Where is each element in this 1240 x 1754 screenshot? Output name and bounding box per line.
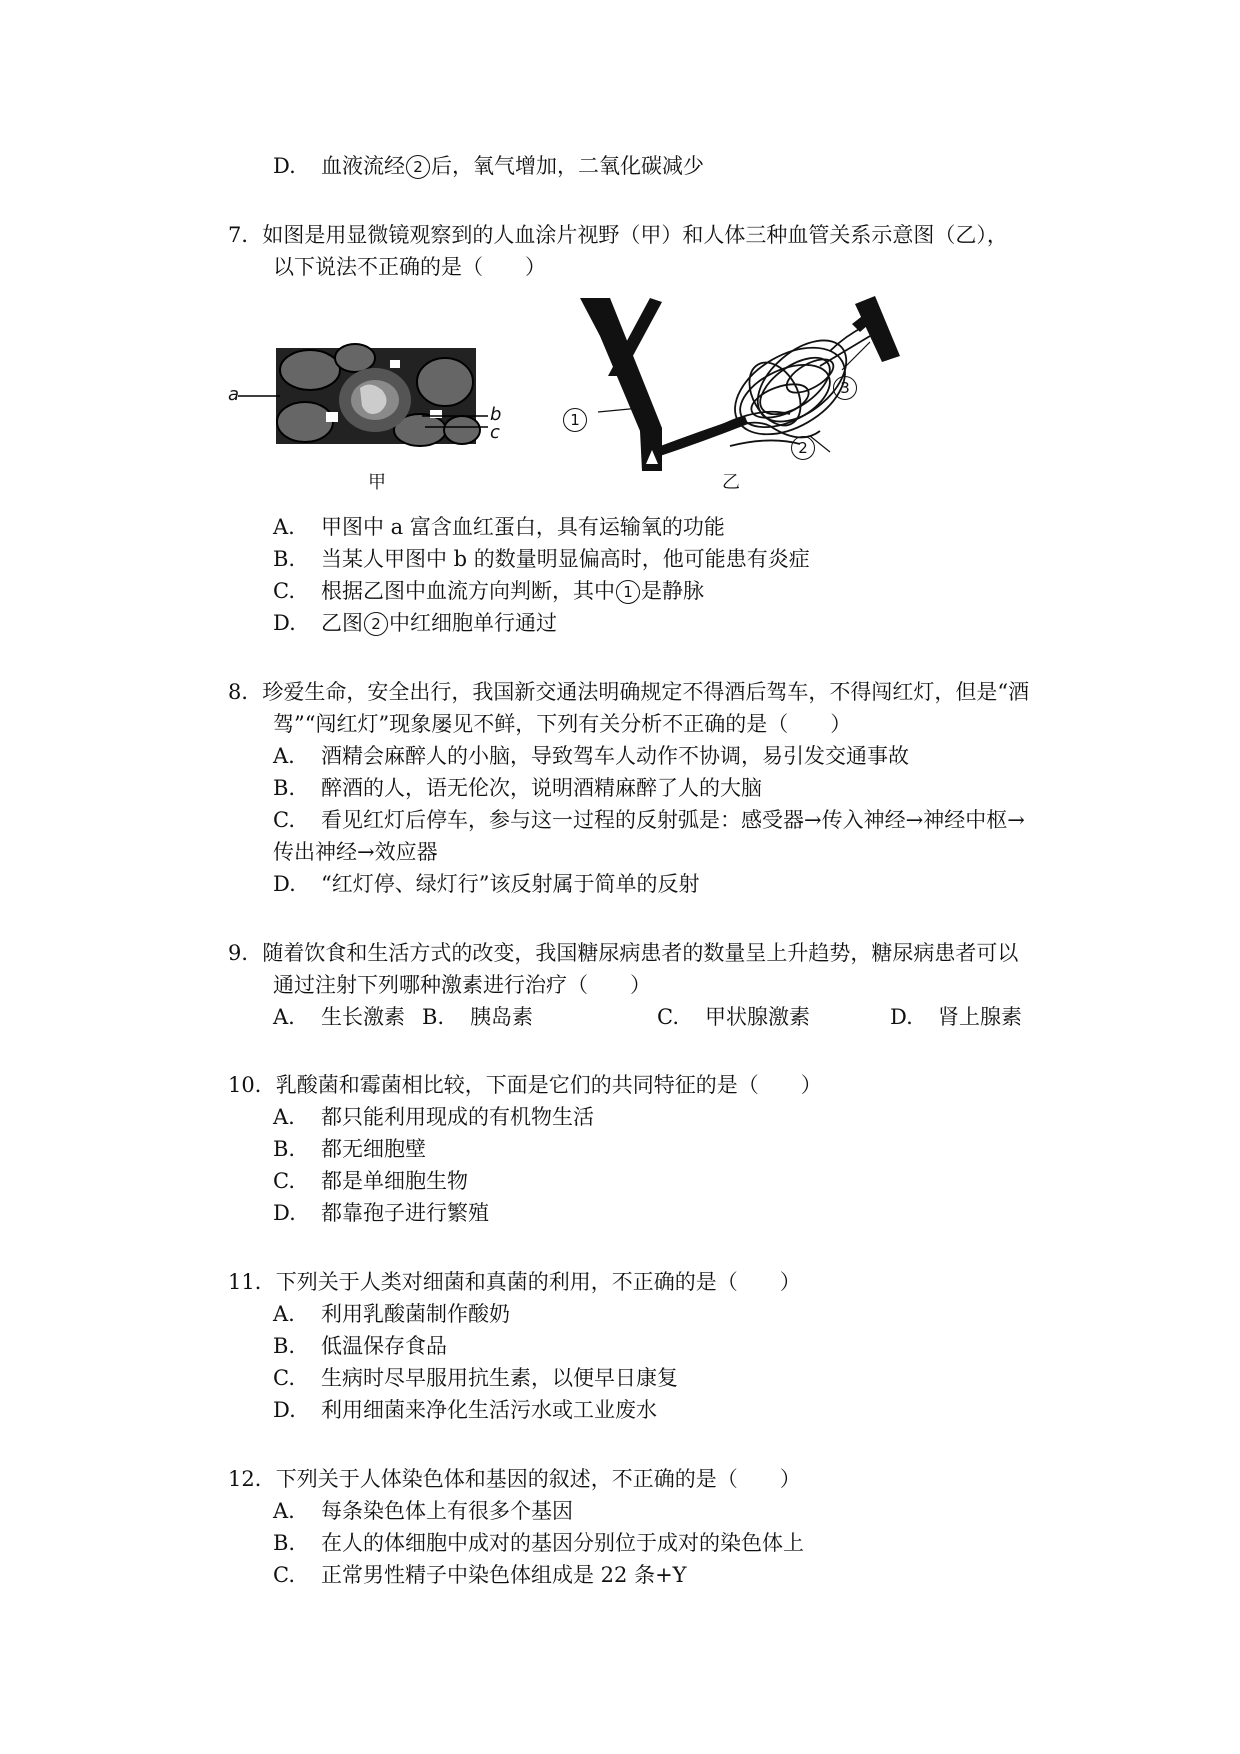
q12-option-a	[273, 1497, 573, 1525]
option-letter: B.	[273, 776, 296, 800]
option-text: 都靠孢子进行繁殖	[321, 1201, 489, 1225]
option-letter: B.	[273, 1334, 296, 1358]
option-text: 在人的体细胞中成对的基因分别位于成对的染色体上	[321, 1531, 804, 1555]
option-letter: B.	[273, 547, 296, 571]
q6-option-d	[273, 152, 704, 180]
q9-stem-line1: 9．随着饮食和生活方式的改变，我国糖尿病患者的数量呈上升趋势，糖尿病患者可以	[228, 941, 1019, 965]
option-letter: D.	[890, 1005, 913, 1029]
option-letter: A.	[273, 515, 295, 539]
option-letter: A.	[273, 1302, 295, 1326]
q8-option-a	[273, 742, 909, 770]
circled-number: 2	[406, 155, 430, 179]
option-text: 胰岛素	[470, 1005, 533, 1029]
option-letter: D.	[273, 872, 296, 896]
option-text: 正常男性精子中染色体组成是 22 条+Y	[321, 1563, 687, 1587]
option-letter: A.	[273, 1499, 295, 1523]
option-letter: B.	[273, 1531, 296, 1555]
q10-stem: 10．乳酸菌和霉菌相比较，下面是它们的共同特征的是（ ）	[228, 1073, 822, 1097]
caption-jia: 甲	[368, 472, 386, 493]
q12-option-b	[273, 1529, 804, 1557]
option-letter: D.	[273, 154, 296, 178]
option-text: 都无细胞壁	[321, 1137, 426, 1161]
q9-option-d	[890, 1003, 1022, 1031]
q9-stem-line2: 通过注射下列哪种激素进行治疗（ ）	[273, 973, 651, 997]
option-text: 根据乙图中血流方向判断，其中	[321, 579, 615, 603]
option-text: 当某人甲图中 b 的数量明显偏高时，他可能患有炎症	[321, 547, 810, 571]
circled-number: 2	[364, 612, 388, 636]
option-text: “红灯停、绿灯行”该反射属于简单的反射	[321, 872, 700, 896]
option-text: 醉酒的人，语无伦次，说明酒精麻醉了人的大脑	[321, 776, 762, 800]
q12-option-c	[273, 1561, 687, 1589]
option-text: 生长激素	[321, 1005, 405, 1029]
q9-option-c	[657, 1003, 810, 1031]
q12-stem: 12．下列关于人体染色体和基因的叙述，不正确的是（ ）	[228, 1467, 801, 1491]
option-text: 每条染色体上有很多个基因	[321, 1499, 573, 1523]
figure-blood-smear	[230, 340, 500, 480]
option-letter: D.	[273, 1398, 296, 1422]
q7-option-a	[273, 513, 725, 541]
option-text: 后，氧气增加，二氧化碳减少	[431, 154, 704, 178]
q10-option-d	[273, 1199, 489, 1227]
option-text: 血液流经	[321, 154, 405, 178]
caption-yi: 乙	[722, 472, 740, 493]
option-letter: D.	[273, 611, 296, 635]
option-letter: C.	[273, 808, 295, 832]
option-letter: C.	[273, 579, 295, 603]
option-text: 生病时尽早服用抗生素，以便早日康复	[321, 1366, 678, 1390]
q10-option-b	[273, 1135, 426, 1163]
q7-option-c	[273, 577, 704, 605]
option-text: 乙图	[321, 611, 363, 635]
q8-option-c	[273, 806, 1025, 834]
figure-blood-vessels	[570, 296, 900, 496]
option-text: 酒精会麻醉人的小脑，导致驾车人动作不协调，易引发交通事故	[321, 744, 909, 768]
option-text: 利用细菌来净化生活污水或工业废水	[321, 1398, 657, 1422]
q8-option-b	[273, 774, 762, 802]
label-vessel-3: 3	[833, 376, 857, 400]
option-text: 中红细胞单行通过	[389, 611, 557, 635]
q9-option-b	[422, 1003, 533, 1031]
option-text: 利用乳酸菌制作酸奶	[321, 1302, 510, 1326]
option-letter: C.	[657, 1005, 679, 1029]
circled-number: 1	[616, 580, 640, 604]
q11-option-a	[273, 1300, 510, 1328]
option-letter: B.	[273, 1137, 296, 1161]
q8-option-d	[273, 870, 699, 898]
q11-stem: 11．下列关于人类对细菌和真菌的利用，不正确的是（ ）	[228, 1270, 801, 1294]
option-letter: C.	[273, 1169, 295, 1193]
option-text: 甲图中 a 富含血红蛋白，具有运输氧的功能	[321, 515, 725, 539]
option-letter: A.	[273, 744, 295, 768]
q10-option-a	[273, 1103, 594, 1131]
label-b: b	[490, 404, 502, 425]
label-vessel-1: 1	[563, 408, 587, 432]
q7-stem-line1: 7．如图是用显微镜观察到的人血涂片视野（甲）和人体三种血管关系示意图（乙），	[228, 223, 1008, 247]
option-text: 肾上腺素	[938, 1005, 1022, 1029]
option-letter: A.	[273, 1005, 295, 1029]
q11-option-d	[273, 1396, 657, 1424]
option-text: 看见红灯后停车，参与这一过程的反射弧是：感受器→传入神经→神经中枢→	[321, 808, 1025, 832]
option-letter: D.	[273, 1201, 296, 1225]
option-text: 都是单细胞生物	[321, 1169, 468, 1193]
option-letter: A.	[273, 1105, 295, 1129]
option-letter: B.	[422, 1005, 445, 1029]
q7-stem-line2: 以下说法不正确的是（ ）	[273, 255, 546, 279]
q10-option-c	[273, 1167, 468, 1195]
option-letter: C.	[273, 1563, 295, 1587]
option-text: 都只能利用现成的有机物生活	[321, 1105, 594, 1129]
option-text: 甲状腺激素	[705, 1005, 810, 1029]
q7-option-d	[273, 609, 557, 637]
q9-option-a	[273, 1003, 405, 1031]
q11-option-b	[273, 1332, 447, 1360]
q11-option-c	[273, 1364, 678, 1392]
blood-smear-illustration	[230, 340, 500, 480]
q7-option-b	[273, 545, 810, 573]
label-c: c	[490, 422, 500, 443]
option-letter: C.	[273, 1366, 295, 1390]
q8-stem-line2: 驾”“闯红灯”现象屡见不鲜，下列有关分析不正确的是（ ）	[273, 712, 852, 736]
q8-option-c-line2: 传出神经→效应器	[273, 840, 438, 864]
q8-stem-line1: 8．珍爱生命，安全出行，我国新交通法明确规定不得酒后驾车，不得闯红灯，但是“酒	[228, 680, 1030, 704]
label-vessel-2: 2	[791, 436, 815, 460]
option-text: 是静脉	[641, 579, 704, 603]
label-a: a	[228, 384, 240, 405]
option-text: 低温保存食品	[321, 1334, 447, 1358]
